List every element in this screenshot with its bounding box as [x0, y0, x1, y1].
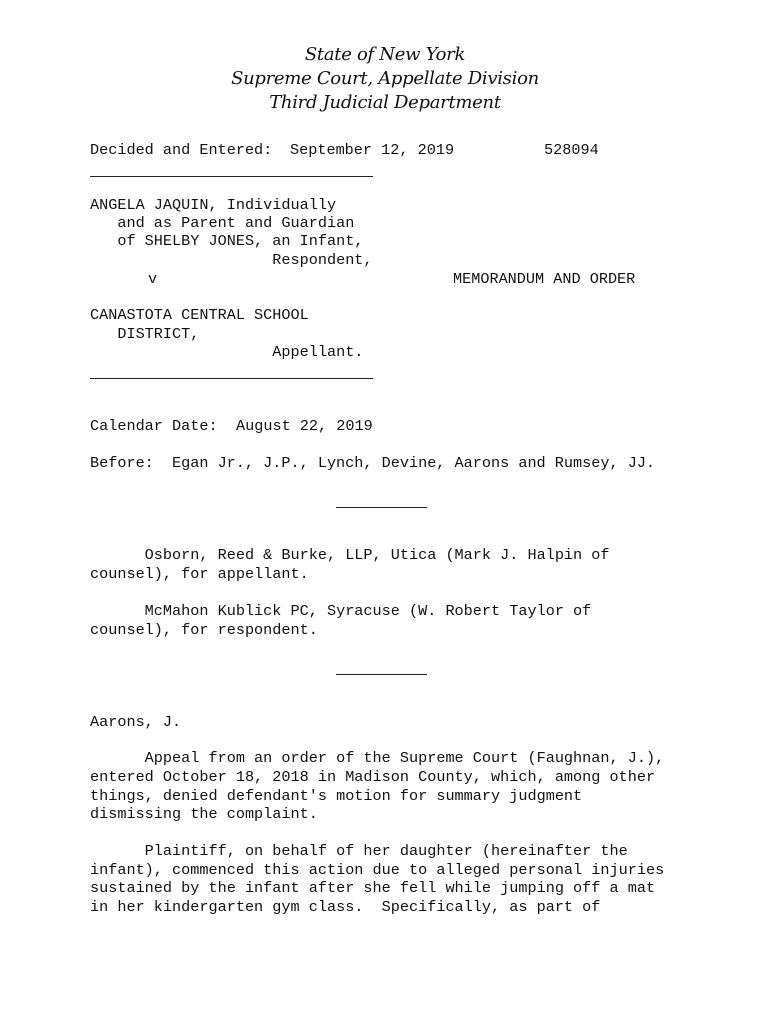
court-name-heading: Supreme Court, Appellate Division: [231, 68, 539, 89]
opinion-author: Aarons, J.: [90, 713, 182, 731]
caption-top-rule: [90, 176, 373, 177]
court-state-heading: State of New York: [304, 44, 466, 65]
defendant-line: CANASTOTA CENTRAL SCHOOL: [90, 306, 309, 324]
decided-entered-date: September 12, 2019: [290, 141, 455, 159]
body-line: dismissing the complaint.: [90, 805, 318, 823]
defendant-line: DISTRICT,: [90, 325, 200, 343]
defendant-role: Appellant.: [90, 343, 364, 361]
body-line: entered October 18, 2018 in Madison County, which, among other: [90, 768, 656, 786]
docket-number: 528094: [544, 141, 599, 159]
plaintiff-line: ANGELA JAQUIN, Individually: [90, 196, 337, 214]
body-line: sustained by the infant after she fell while jumping off a mat: [90, 879, 656, 897]
body-line: Plaintiff, on behalf of her daughter (hereinafter the: [90, 842, 628, 860]
plaintiff-role: Respondent,: [90, 251, 373, 269]
body-line: in her kindergarten gym class. Specifically, as part of: [90, 898, 601, 916]
respondent-counsel-line: McMahon Kublick PC, Syracuse (W. Robert Taylor of: [90, 602, 592, 620]
caption-bottom-rule: [90, 378, 373, 379]
section-divider: [336, 507, 427, 508]
body-line: Appeal from an order of the Supreme Court (Faughnan, J.),: [90, 749, 665, 767]
body-line: things, denied defendant's motion for summary judgment: [90, 787, 583, 805]
court-department-heading: Third Judicial Department: [269, 92, 501, 113]
body-line: infant), commenced this action due to alleged personal injuries: [90, 861, 665, 879]
respondent-counsel-line: counsel), for respondent.: [90, 621, 318, 639]
appellant-counsel-line: Osborn, Reed & Burke, LLP, Utica (Mark J. Halpin of: [90, 546, 610, 564]
plaintiff-line: of SHELBY JONES, an Infant,: [90, 232, 364, 250]
calendar-date-value: August 22, 2019: [236, 417, 373, 435]
appellant-counsel-line: counsel), for appellant.: [90, 565, 309, 583]
before-justices: Egan Jr., J.P., Lynch, Devine, Aarons and Rumsey, JJ.: [172, 454, 656, 472]
plaintiff-line: and as Parent and Guardian: [90, 214, 355, 232]
versus-marker: v: [148, 270, 158, 288]
order-type-title: MEMORANDUM AND ORDER: [453, 270, 636, 288]
section-divider: [336, 674, 427, 675]
decided-entered-label: Decided and Entered:: [90, 141, 273, 159]
calendar-date-label: Calendar Date:: [90, 417, 218, 435]
before-label: Before:: [90, 454, 154, 472]
